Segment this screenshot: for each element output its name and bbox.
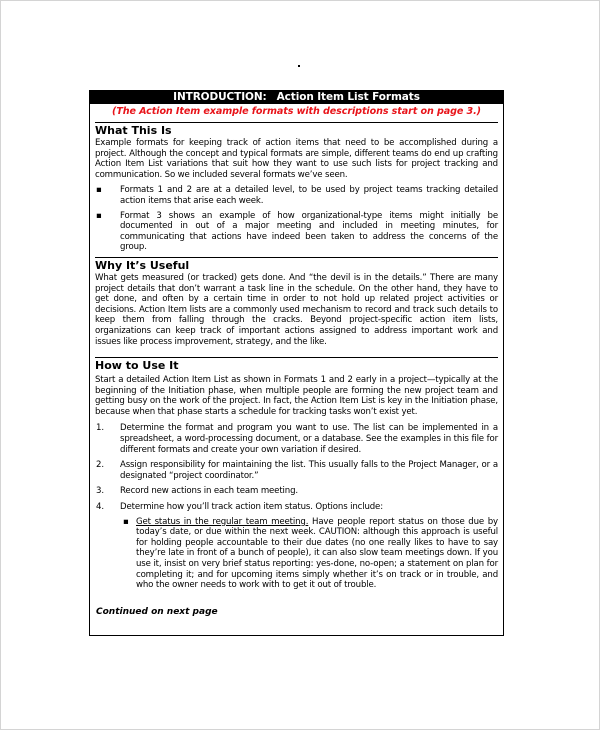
step-text: Determine the format and program you want to use. The list can be implemented in a spreadsheet, a word-processing document, or a database. See the examples in this file for different formats and create your own variation if desired. — [120, 423, 498, 455]
section-heading: Why It’s Useful — [95, 258, 190, 272]
step-text: Record new actions in each team meeting. — [120, 486, 298, 497]
section-how-to-use-it — [95, 357, 498, 591]
format-bullets — [95, 185, 498, 253]
step-number: 1. — [96, 423, 104, 434]
option-title: Get status in the regular team meeting. — [136, 516, 309, 527]
step-number: 3. — [96, 486, 104, 497]
section-heading: How to Use It — [95, 359, 179, 373]
section-body: What gets measured (or tracked) gets done. And “the devil is in the details.” There are many project details that don’t warrant a task line in the schedule. On the other hand, they have to get done, and often by a certain time in order to not hold up related project activities or decisions. Action Item lists are a commonly used mechanism to record and track such details to keep them from falling through the cracks. Beyond project-specific action item lists, organizations can keep track of important actions assigned to address important work and issues like process improvement, strategy, and the like. — [95, 272, 498, 347]
steps-list — [95, 423, 498, 590]
step-item — [95, 423, 498, 455]
page-marker-dot — [298, 65, 300, 67]
bullet-icon: ▪ — [96, 185, 102, 196]
step-text: Determine how you’ll track action item status. Options include: — [120, 502, 383, 513]
bullet-text: Format 3 shows an example of how organizational-type items might initially be documented in out of a major meeting and included in meeting minutes, for communicating that actions have indeed been taken to address the concerns of the group. — [120, 210, 498, 253]
title-prefix: INTRODUCTION: — [173, 91, 267, 103]
step-number: 4. — [96, 502, 104, 513]
list-item — [95, 211, 498, 253]
intro-title-bar — [90, 91, 503, 104]
step-item — [95, 502, 498, 591]
bullet-icon: ▪ — [123, 516, 129, 527]
status-options-list — [120, 517, 498, 591]
intro-subtitle: (The Action Item example formats with descriptions start on page 3.) — [112, 106, 481, 117]
section-heading: What This Is — [95, 124, 172, 137]
step-item — [95, 486, 498, 497]
option-text: Have people report status on those due by today’s date, or due within the next week. CAUTION: although this approach is useful for holding people accountable to their due dates (no one really likes to have to say they’re late in front of a bunch of people), it can also slow team meetings down. If you use it, insist on very brief status reporting: yes-done, no-open; a statement on plan for completing it; and for upcoming items simply whether it’s on track or in trouble, and who the owner needs to work with to get it out of trouble. — [136, 516, 498, 591]
section-what-this-is — [95, 122, 498, 253]
title-main: Action Item List Formats — [276, 91, 420, 103]
step-text: Assign responsibility for maintaining the list. This usually falls to the Project Manager, or a designated “project coordinator.” — [120, 460, 498, 481]
section-body: Start a detailed Action Item List as shown in Formats 1 and 2 early in a project—typically at the beginning of the Initiation phase, when multiple people are forming the new project team and getting busy on the work of the project. In fact, the Action Item List is key in the Initiation phase, because when that phase starts a schedule for tracking tasks won’t exist yet. — [95, 375, 498, 417]
bullet-text: Formats 1 and 2 are at a detailed level, to be used by project teams tracking detailed action items that arise each week. — [120, 185, 498, 206]
section-body: Example formats for keeping track of action items that need to be accomplished during a project. Although the concept and typical formats are simple, different teams do end up crafting Action Item List variations that suit how they want to use such lists for project tracking and communication. So we included several formats we’ve seen. — [95, 138, 498, 180]
step-item — [95, 460, 498, 481]
continued-note: Continued on next page — [96, 606, 218, 617]
introduction-box — [89, 90, 504, 636]
step-number: 2. — [96, 460, 104, 471]
list-item — [95, 185, 498, 206]
section-why-its-useful — [95, 257, 498, 347]
bullet-icon: ▪ — [96, 210, 102, 221]
list-item — [120, 517, 498, 591]
